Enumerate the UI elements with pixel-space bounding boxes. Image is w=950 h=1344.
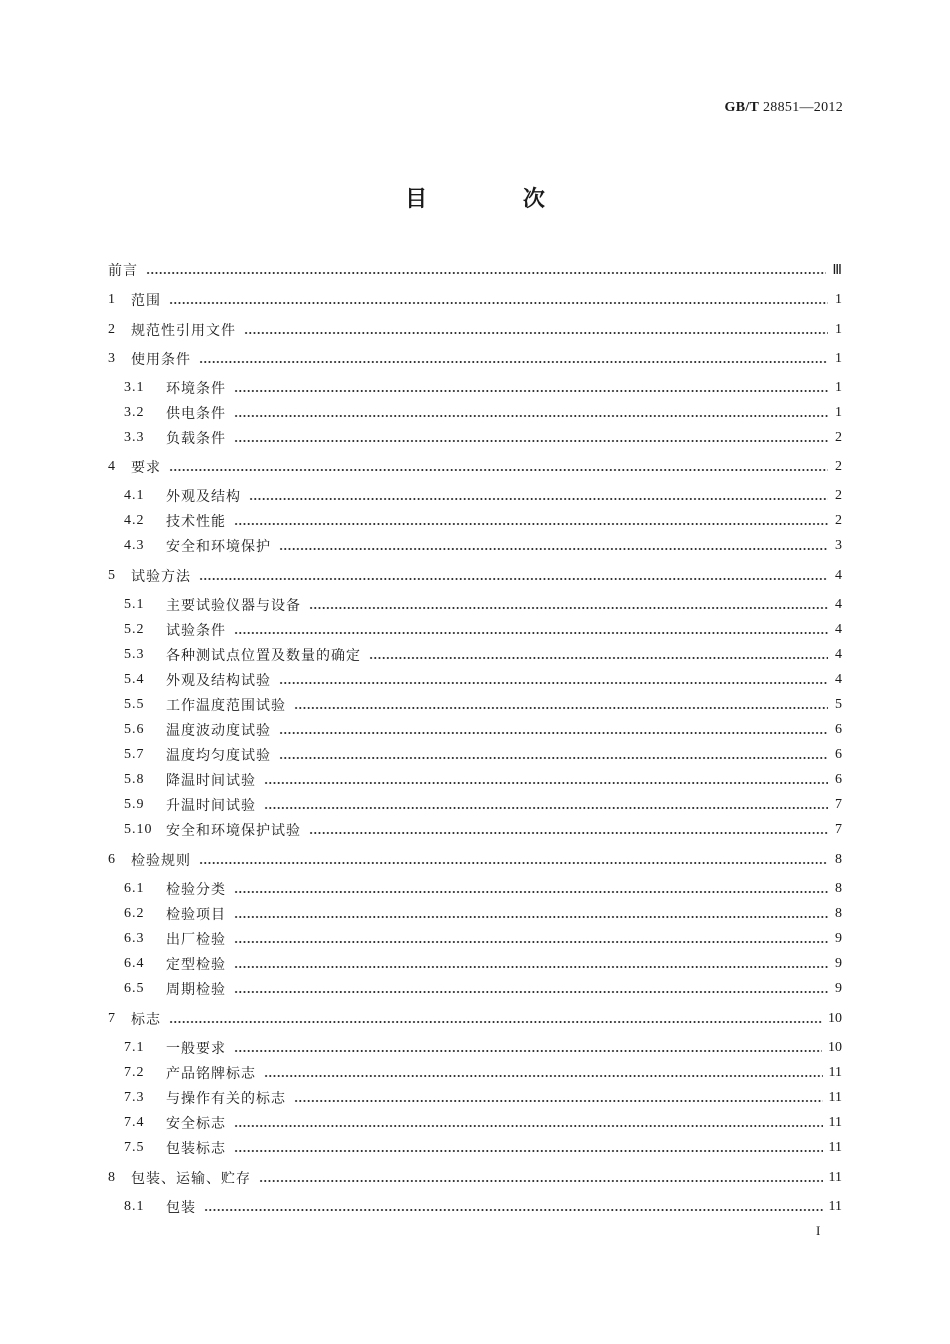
- toc-leader-dots: [234, 407, 828, 419]
- toc-leader-dots: [369, 649, 828, 661]
- toc-entry-page: 5: [835, 697, 842, 712]
- toc-entry[interactable]: [108, 457, 842, 477]
- toc-entry-label: 标志: [131, 1012, 161, 1028]
- toc-entry-number: 7.2: [124, 1065, 145, 1080]
- toc-leader-dots: [279, 749, 828, 761]
- toc-entry[interactable]: [108, 1168, 842, 1188]
- toc-entry-label: 检验项目: [166, 907, 226, 923]
- toc-entry[interactable]: [108, 1063, 842, 1083]
- toc-entry-label: 规范性引用文件: [131, 323, 236, 339]
- toc-entry-number: 6: [108, 852, 115, 867]
- toc-entry-label: 一般要求: [166, 1041, 226, 1057]
- toc-entry[interactable]: [108, 979, 842, 999]
- toc-leader-dots: [309, 824, 828, 836]
- toc-entry-number: 5.1: [124, 597, 145, 612]
- toc-leader-dots: [169, 294, 828, 306]
- standard-code-prefix: GB/T: [724, 100, 760, 115]
- toc-entry-page: 1: [835, 322, 842, 337]
- toc-leader-dots: [234, 883, 828, 895]
- toc-leader-dots: [169, 461, 828, 473]
- toc-entry-number: 5: [108, 568, 115, 583]
- toc-entry[interactable]: [108, 770, 842, 790]
- toc-entry-number: 4.1: [124, 488, 145, 503]
- toc-entry-label: 要求: [131, 460, 161, 476]
- toc-leader-dots: [264, 774, 828, 786]
- toc-leader-dots: [259, 1172, 823, 1184]
- toc-entry-label: 包装: [166, 1200, 196, 1216]
- toc-entry-number: 5.10: [124, 822, 153, 837]
- toc-leader-dots: [234, 432, 828, 444]
- toc-entry-label: 包装、运输、贮存: [131, 1171, 251, 1187]
- toc-entry-label: 各种测试点位置及数量的确定: [166, 648, 361, 664]
- toc-leader-dots: [234, 382, 828, 394]
- toc-entry[interactable]: [108, 595, 842, 615]
- toc-entry-label: 检验分类: [166, 882, 226, 898]
- toc-entry-page: 8: [835, 881, 842, 896]
- toc-entry-label: 周期检验: [166, 982, 226, 998]
- toc-entry-page: 11: [828, 1115, 842, 1130]
- toc-entry-label: 技术性能: [166, 514, 226, 530]
- toc-entry-page: 7: [835, 822, 842, 837]
- toc-entry-page: 11: [828, 1065, 842, 1080]
- toc-entry[interactable]: [108, 320, 842, 340]
- toc-entry[interactable]: [108, 820, 842, 840]
- toc-entry-number: 7: [108, 1011, 115, 1026]
- toc-entry[interactable]: [108, 1088, 842, 1108]
- toc-entry[interactable]: [108, 904, 842, 924]
- toc-entry-page: 9: [835, 981, 842, 996]
- table-of-contents: [108, 0, 842, 1240]
- toc-entry[interactable]: [108, 670, 842, 690]
- toc-entry-page: 1: [835, 380, 842, 395]
- toc-entry-label: 环境条件: [166, 381, 226, 397]
- toc-entry-page: 8: [835, 852, 842, 867]
- toc-entry-label: 产品铭牌标志: [166, 1066, 256, 1082]
- toc-entry-number: 7.5: [124, 1140, 145, 1155]
- toc-entry-number: 8.1: [124, 1199, 145, 1214]
- page-title: 目 次: [405, 186, 589, 212]
- toc-entry[interactable]: [108, 566, 842, 586]
- toc-leader-dots: [199, 854, 828, 866]
- toc-entry-page: 10: [828, 1040, 842, 1055]
- toc-entry-page: 6: [835, 747, 842, 762]
- toc-entry-number: 8: [108, 1170, 115, 1185]
- toc-entry[interactable]: [108, 260, 842, 280]
- toc-entry-number: 3.3: [124, 430, 145, 445]
- toc-entry[interactable]: [108, 620, 842, 640]
- toc-entry-number: 5.4: [124, 672, 145, 687]
- toc-entry[interactable]: [108, 795, 842, 815]
- toc-entry-number: 4: [108, 459, 115, 474]
- toc-entry-label: 安全标志: [166, 1116, 226, 1132]
- toc-entry-label: 安全和环境保护: [166, 539, 271, 555]
- toc-entry-page: 6: [835, 722, 842, 737]
- toc-entry-label: 与操作有关的标志: [166, 1091, 286, 1107]
- toc-leader-dots: [279, 674, 828, 686]
- toc-entry-page: 2: [835, 488, 842, 503]
- toc-entry[interactable]: [108, 695, 842, 715]
- toc-entry[interactable]: [108, 929, 842, 949]
- toc-leader-dots: [234, 515, 828, 527]
- toc-entry-page: 4: [835, 568, 842, 583]
- toc-entry-page: 8: [835, 906, 842, 921]
- toc-entry-number: 7.4: [124, 1115, 145, 1130]
- footer-page-number: I: [816, 1223, 821, 1238]
- toc-entry-number: 5.7: [124, 747, 145, 762]
- toc-leader-dots: [234, 908, 828, 920]
- toc-entry-page: 2: [835, 430, 842, 445]
- toc-entry-page: 4: [835, 647, 842, 662]
- toc-leader-dots: [294, 699, 828, 711]
- toc-entry[interactable]: [108, 850, 842, 870]
- toc-entry[interactable]: [108, 879, 842, 899]
- toc-entry-number: 4.2: [124, 513, 145, 528]
- toc-leader-dots: [264, 799, 828, 811]
- toc-entry-page: 1: [835, 405, 842, 420]
- toc-entry[interactable]: [108, 428, 842, 448]
- toc-entry-label: 安全和环境保护试验: [166, 823, 301, 839]
- toc-entry-label: 负载条件: [166, 431, 226, 447]
- toc-entry-page: 2: [835, 513, 842, 528]
- toc-entry[interactable]: [108, 536, 842, 556]
- toc-entry-number: 5.8: [124, 772, 145, 787]
- toc-leader-dots: [249, 490, 828, 502]
- toc-entry-page: 4: [835, 622, 842, 637]
- toc-entry[interactable]: [108, 290, 842, 310]
- toc-entry[interactable]: [108, 1113, 842, 1133]
- toc-leader-dots: [169, 1013, 822, 1025]
- toc-entry-page: 11: [828, 1140, 842, 1155]
- toc-entry-label: 范围: [131, 293, 161, 309]
- toc-entry-number: 6.4: [124, 956, 145, 971]
- toc-entry-number: 6.5: [124, 981, 145, 996]
- toc-leader-dots: [244, 324, 828, 336]
- toc-leader-dots: [264, 1067, 823, 1079]
- toc-entry[interactable]: [108, 1138, 842, 1158]
- toc-entry-label: 温度均匀度试验: [166, 748, 271, 764]
- toc-entry-label: 试验方法: [131, 569, 191, 585]
- toc-leader-dots: [234, 624, 828, 636]
- toc-leader-dots: [294, 1092, 823, 1104]
- toc-entry-page: 10: [828, 1011, 842, 1026]
- toc-entry-number: 3.2: [124, 405, 145, 420]
- toc-leader-dots: [279, 724, 828, 736]
- toc-entry[interactable]: [108, 378, 842, 398]
- toc-entry-page: 1: [835, 351, 842, 366]
- toc-entry[interactable]: [108, 720, 842, 740]
- toc-leader-dots: [234, 983, 828, 995]
- toc-entry-number: 6.1: [124, 881, 145, 896]
- toc-entry[interactable]: [108, 511, 842, 531]
- toc-entry[interactable]: [108, 349, 842, 369]
- toc-entry-label: 温度波动度试验: [166, 723, 271, 739]
- toc-leader-dots: [234, 1042, 822, 1054]
- toc-entry[interactable]: [108, 745, 842, 765]
- toc-entry[interactable]: [108, 486, 842, 506]
- toc-leader-dots: [234, 958, 828, 970]
- toc-entry-label: 试验条件: [166, 623, 226, 639]
- toc-entry-page: 7: [835, 797, 842, 812]
- toc-leader-dots: [199, 570, 828, 582]
- toc-entry-label: 前言: [108, 263, 138, 279]
- toc-entry-number: 5.3: [124, 647, 145, 662]
- toc-entry-page: 2: [835, 459, 842, 474]
- toc-entry-page: 9: [835, 956, 842, 971]
- toc-entry-label: 降温时间试验: [166, 773, 256, 789]
- toc-entry-page: 11: [828, 1090, 842, 1105]
- toc-entry-number: 3.1: [124, 380, 145, 395]
- toc-entry-number: 5.6: [124, 722, 145, 737]
- toc-entry-number: 6.3: [124, 931, 145, 946]
- toc-entry[interactable]: [108, 403, 842, 423]
- toc-entry-label: 出厂检验: [166, 932, 226, 948]
- toc-entry-label: 外观及结构: [166, 489, 241, 505]
- toc-entry-number: 7.1: [124, 1040, 145, 1055]
- toc-entry-label: 使用条件: [131, 352, 191, 368]
- toc-entry-number: 5.2: [124, 622, 145, 637]
- toc-entry-number: 1: [108, 292, 115, 307]
- toc-leader-dots: [146, 264, 826, 276]
- toc-entry-page: 11: [828, 1199, 842, 1214]
- toc-leader-dots: [199, 353, 828, 365]
- toc-entry-label: 工作温度范围试验: [166, 698, 286, 714]
- toc-entry[interactable]: [108, 1038, 842, 1058]
- toc-entry-page: 3: [835, 538, 842, 553]
- toc-entry-number: 2: [108, 322, 115, 337]
- toc-entry-number: 4.3: [124, 538, 145, 553]
- toc-entry-page: 4: [835, 672, 842, 687]
- toc-entry-label: 主要试验仪器与设备: [166, 598, 301, 614]
- toc-leader-dots: [204, 1201, 823, 1213]
- toc-entry-page: 1: [835, 292, 842, 307]
- toc-entry-number: 5.9: [124, 797, 145, 812]
- toc-entry-page: 11: [828, 1170, 842, 1185]
- toc-entry-page: 4: [835, 597, 842, 612]
- toc-entry-number: 7.3: [124, 1090, 145, 1105]
- toc-entry[interactable]: [108, 645, 842, 665]
- toc-entry-number: 3: [108, 351, 115, 366]
- toc-entry-page: Ⅲ: [832, 262, 842, 278]
- toc-entry-label: 检验规则: [131, 853, 191, 869]
- toc-entry-label: 定型检验: [166, 957, 226, 973]
- standard-code-number: 28851—2012: [763, 100, 843, 115]
- toc-entry-label: 包装标志: [166, 1141, 226, 1157]
- toc-entry-label: 外观及结构试验: [166, 673, 271, 689]
- toc-leader-dots: [234, 933, 828, 945]
- toc-entry[interactable]: [108, 954, 842, 974]
- toc-entry-page: 6: [835, 772, 842, 787]
- toc-entry-label: 升温时间试验: [166, 798, 256, 814]
- toc-entry-label: 供电条件: [166, 406, 226, 422]
- toc-leader-dots: [279, 540, 828, 552]
- toc-entry-page: 9: [835, 931, 842, 946]
- toc-leader-dots: [309, 599, 828, 611]
- toc-entry[interactable]: [108, 1197, 842, 1217]
- toc-leader-dots: [234, 1117, 823, 1129]
- toc-entry-number: 5.5: [124, 697, 145, 712]
- toc-entry[interactable]: [108, 1009, 842, 1029]
- toc-entry-number: 6.2: [124, 906, 145, 921]
- toc-leader-dots: [234, 1142, 823, 1154]
